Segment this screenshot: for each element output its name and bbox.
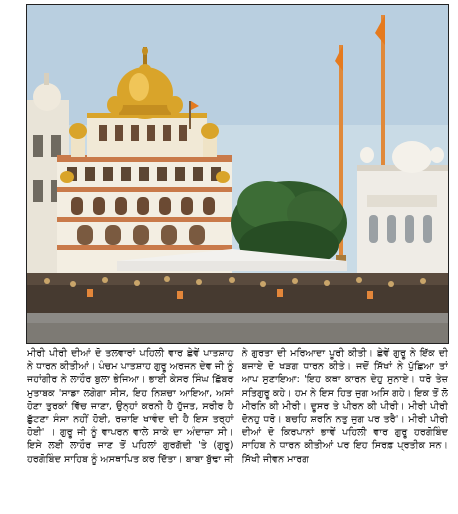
article-column-right [242,347,449,509]
akal-takht-illustration [27,5,448,343]
akal-takht-photo [26,4,449,344]
crowd [27,273,448,313]
paragraph-left: ਮੀਰੀ ਪੀਰੀ ਦੀਆਂ ਦੋ ਤਲਵਾਰਾਂ ਪਹਿਲੀ ਵਾਰ ਛੇਵੇਂ ਪਾਤਸ਼ਾਹ ਨੇ ਧਾਰਨ ਕੀਤੀਆਂ। ਪੰਚਮ ਪਾਤਸ਼ਾਹ ਗੁਰੂ ਅਰਜਨ ਦੇਵ ਜੀ ਨੂੰ ਜਹਾਂਗੀਰ ਨੇ ਲਾਹੌਰ ਬੁਲਾ ਭੇਜਿਆ। ਭਾਈ ਕੇਸਰ ਸਿੰਘ ਛਿੱਬਰ ਮੁਤਾਬਕ 'ਸਾਡਾ ਲਗੇਗਾ ਸੀਸ, ਇਹ ਨਿਸ਼ਚਾ ਆਇਆ, ਅਸਾਂ ਹੋਣਾ ਤੁਰਕਾਂ ਵਿੱਚ ਜਾਣਾ, ਉਨ੍ਹਾਂ ਕਰਨੀ ਹੈ ਹੁੱਜਤ, ਸਰੀਰ ਹੈ ਛੁੱਟਣਾ ਸੰਸਾ ਨਹੀਂ ਹੋਈ, ਰਜ਼ਾਇ ਖਾਵੰਦ ਦੀ ਹੈ ਇਸ ਤਰ੍ਹਾਂ ਹੋਈ' । ਗੁਰੂ ਜੀ ਨੂੰ ਵਾਪਰਨ ਵਾਲੇ ਸਾਕੇ ਦਾ ਅੰਦਾਜ਼ਾ ਸੀ। ਇਸੇ ਲਈ ਲਾਹੌਰ ਜਾਣ ਤੋਂ ਪਹਿਲਾਂ ਗੁਰਗੱਦੀ 'ਤੇ (ਗੁਰੂ) ਹਰਗੋਬਿੰਦ ਸਾਹਿਬ ਨੂੰ ਅਸਥਾਪਿਤ ਕਰ ਦਿੱਤਾ। ਬਾਬਾ ਬੁੱਢਾ ਜੀ [27,348,234,465]
article-body [27,347,448,509]
article-column-left [27,347,234,509]
paragraph-right: ਨੇ ਗੁਰਤਾ ਦੀ ਮਰਿਆਦਾ ਪੂਰੀ ਕੀਤੀ। ਛੇਵੇਂ ਗੁਰੂ ਨੇ ਇੱਕ ਦੀ ਬਜਾਏ ਦੋ ਖੜਗ ਧਾਰਨ ਕੀਤੇ। ਜਦੋਂ ਸਿੱਖਾਂ ਨੇ ਪੁੱਛਿਆ ਤਾਂ ਆਪ ਸੁਣਾਇਆ: 'ਇਹ ਕਥਾ ਕਾਰਨ ਦੇਹੁ ਸੁਨਾਏ। ਧਰੋ ਤੇਜ਼ ਸਤਿਗੁਰੂ ਕਹੇ। ਹਮ ਨੇ ਇਸ ਹਿਤ ਜੁਗ ਅਸਿ ਗਹੇ। ਇਕ ਤੋਂ ਲੋ ਮੀਰਨਿ ਕੀ ਮੀਰੀ। ਦੂਸਰ ਤੇ ਪੀਰਨ ਕੀ ਪੀਰੀ। ਮੀਰੀ ਪੀਰੀ ਦੋਨਹੁ ਧਰੋ। ਬਚਹਿ ਸ਼ਰਨਿ ਨਤੁ ਜੁਗ ਪਰ ਤਰੈ'। ਮੀਰੀ ਪੀਰੀ ਦੀਆਂ ਦੋ ਕਿਰਪਾਨਾਂ ਭਾਵੇਂ ਪਹਿਲੀ ਵਾਰ ਗੁਰੂ ਹਰਗੋਬਿੰਦ ਸਾਹਿਬ ਨੇ ਧਾਰਨ ਕੀਤੀਆਂ ਪਰ ਇਹ ਸਿਰਫ਼ ਪ੍ਰਤੀਕ ਸਨ। ਸਿੱਖੀ ਜੀਵਨ ਮਾਰਗ [241,348,448,465]
